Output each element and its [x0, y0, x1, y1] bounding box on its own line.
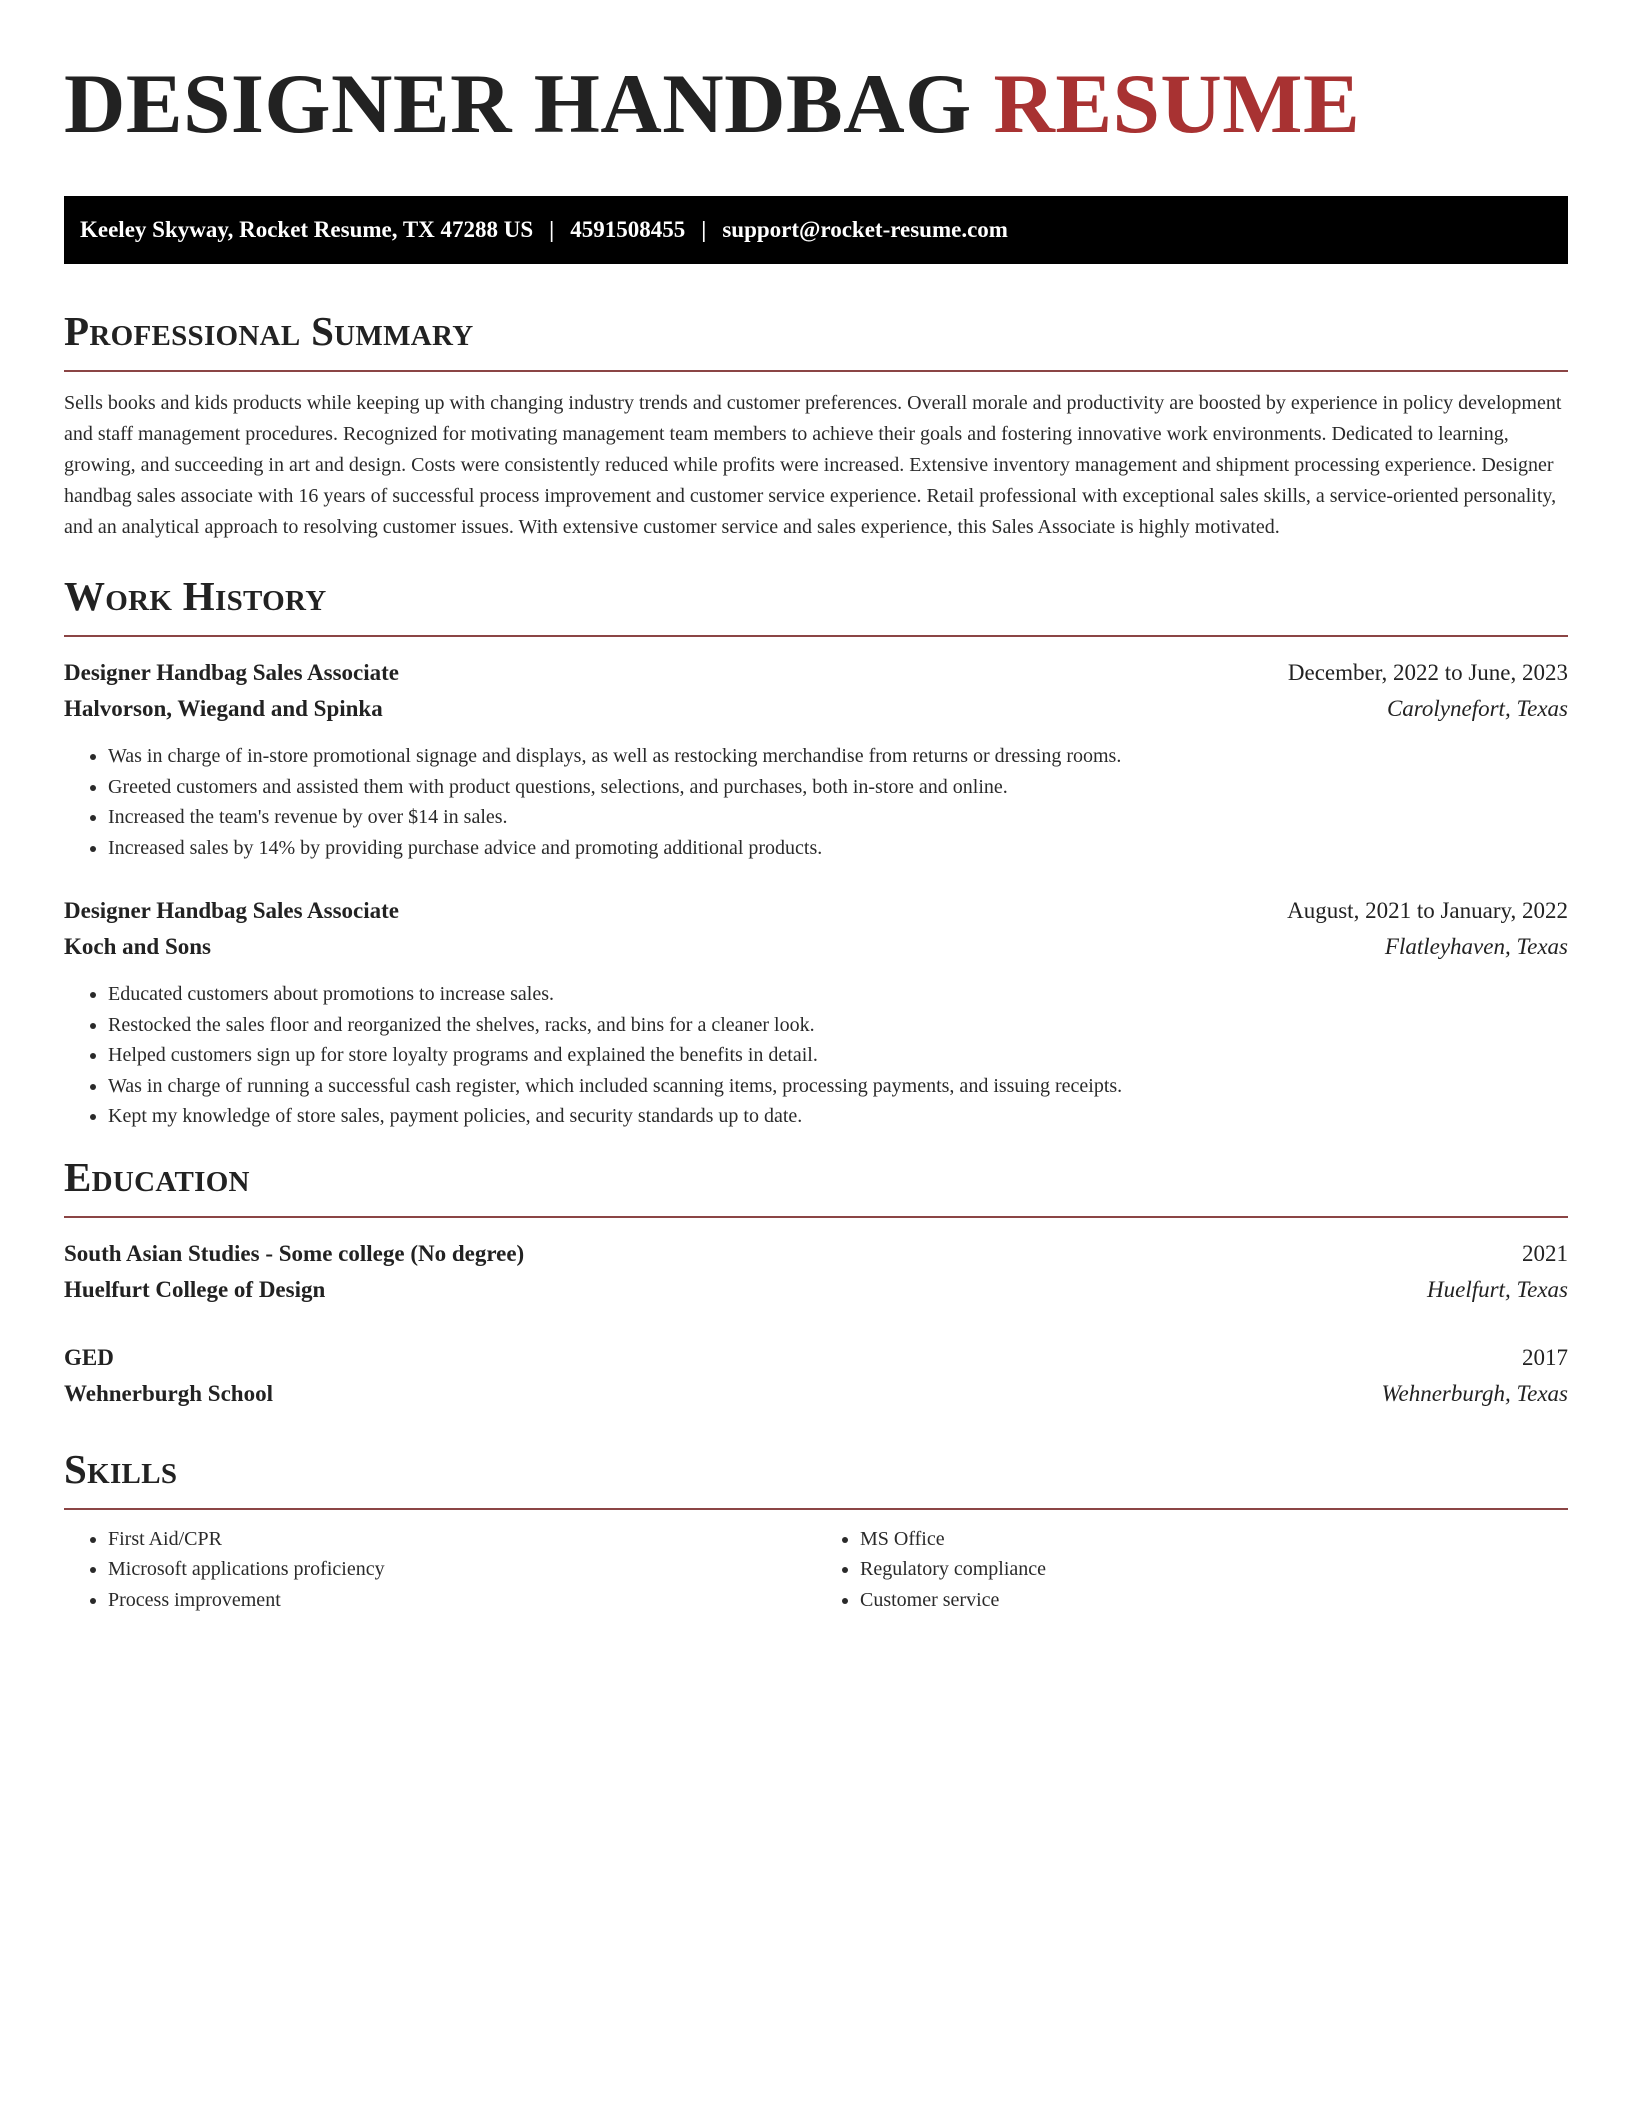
list-item: • Increased the team's revenue by over $14 in sales.: [108, 802, 1568, 833]
contact-bar: [64, 196, 1568, 264]
skills-list-left: [64, 1524, 816, 1616]
job-location: Flatleyhaven, Texas: [1384, 934, 1568, 959]
section-divider: [64, 370, 1568, 372]
section-divider: [64, 1508, 1568, 1510]
education-school-row: [64, 1272, 1568, 1308]
job-company: Halvorson, Wiegand and Spinka: [64, 696, 383, 721]
work-history-heading: Work History: [64, 573, 327, 619]
list-item: • Was in charge of in-store promotional signage and displays, as well as restocking merchandise from returns or dressing rooms.: [108, 741, 1568, 772]
education-heading: Education: [64, 1153, 250, 1200]
education-school: Wehnerburgh School: [64, 1380, 273, 1406]
section-divider: [64, 1216, 1568, 1218]
list-item: • Kept my knowledge of store sales, payment policies, and security standards up to date.: [108, 1101, 1568, 1132]
contact-address: Keeley Skyway, Rocket Resume, TX 47288 US: [80, 217, 534, 242]
work-history-section: [64, 571, 1568, 1132]
skills-heading: Skills: [64, 1445, 178, 1492]
skill-item: • Regulatory compliance: [860, 1554, 1568, 1585]
education-year: 2021: [1522, 1240, 1568, 1266]
job-dates: December, 2022 to June, 2023: [1287, 660, 1568, 685]
list-item: • Educated customers about promotions to increase sales.: [108, 979, 1568, 1010]
list-item: • Increased sales by 14% by providing purchase advice and promoting additional products.: [108, 833, 1568, 864]
contact-phone: 4591508455: [570, 217, 686, 242]
skill-item: • Microsoft applications proficiency: [108, 1554, 816, 1585]
job-entry: [64, 655, 1568, 863]
job-company: Koch and Sons: [64, 934, 212, 959]
summary-section: [64, 306, 1568, 543]
list-item: • Was in charge of running a successful cash register, which included scanning items, processing payments, and issuing receipts.: [108, 1071, 1568, 1102]
job-dates: August, 2021 to January, 2022: [1287, 898, 1568, 923]
skills-list-right: [816, 1524, 1568, 1616]
skill-item: • MS Office: [860, 1524, 1568, 1555]
job-title: Designer Handbag Sales Associate: [64, 660, 400, 685]
education-location: Wehnerburgh, Texas: [1381, 1380, 1568, 1406]
education-degree-row: [64, 1340, 1568, 1376]
list-item: • Greeted customers and assisted them with product questions, selections, and purchases, both in-store and online.: [108, 772, 1568, 803]
education-degree: GED: [64, 1344, 114, 1370]
education-year: 2017: [1522, 1344, 1568, 1370]
education-degree: South Asian Studies - Some college (No degree): [64, 1240, 525, 1266]
title-accent: RESUME: [993, 57, 1361, 151]
contact-email[interactable]: support@rocket-resume.com: [722, 217, 1008, 242]
job-entry: [64, 893, 1568, 1132]
education-section: [64, 1152, 1568, 1412]
job-company-row: [64, 691, 1568, 727]
education-school: Huelfurt College of Design: [64, 1276, 326, 1302]
resume-title: [64, 54, 1568, 154]
education-school-row: [64, 1376, 1568, 1412]
summary-heading: Professional Summary: [64, 308, 474, 354]
job-bullets: [64, 741, 1568, 863]
job-bullets: [64, 979, 1568, 1132]
education-location: Huelfurt, Texas: [1427, 1276, 1568, 1302]
job-title-row: [64, 893, 1568, 929]
contact-separator: |: [549, 217, 555, 242]
summary-text: Sells books and kids products while keeping up with changing industry trends and customer preferences. Overall morale and productivity are boosted by experience in policy development and staff management procedures. Recognized for motivating management team members to achieve their goals and fostering innovative work environments. Dedicated to learning, growing, and succeeding in art and design. Costs were consistently reduced while profits were increased. Extensive inventory management and shipment processing experience. Designer handbag sales associate with 16 years of successful process improvement and customer service experience. Retail professional with exceptional sales skills, a service-oriented personality, and an analytical approach to resolving customer issues. With extensive customer service and sales experience, this Sales Associate is highly motivated.: [64, 392, 1562, 538]
list-item: • Helped customers sign up for store loyalty programs and explained the benefits in detail.: [108, 1040, 1568, 1071]
education-degree-row: [64, 1236, 1568, 1272]
skills-section: [64, 1444, 1568, 1616]
skill-item: • Process improvement: [108, 1585, 816, 1616]
education-entry: [64, 1340, 1568, 1412]
skill-item: • Customer service: [860, 1585, 1568, 1616]
job-title: Designer Handbag Sales Associate: [64, 898, 400, 923]
job-company-row: [64, 929, 1568, 965]
title-main: DESIGNER HANDBAG: [64, 57, 972, 151]
job-location: Carolynefort, Texas: [1386, 696, 1568, 721]
skills-grid: [64, 1524, 1568, 1616]
education-entry: [64, 1236, 1568, 1308]
section-divider: [64, 635, 1568, 637]
contact-separator: |: [701, 217, 707, 242]
skill-item: • First Aid/CPR: [108, 1524, 816, 1555]
job-title-row: [64, 655, 1568, 691]
list-item: • Restocked the sales floor and reorganized the shelves, racks, and bins for a cleaner look.: [108, 1010, 1568, 1041]
